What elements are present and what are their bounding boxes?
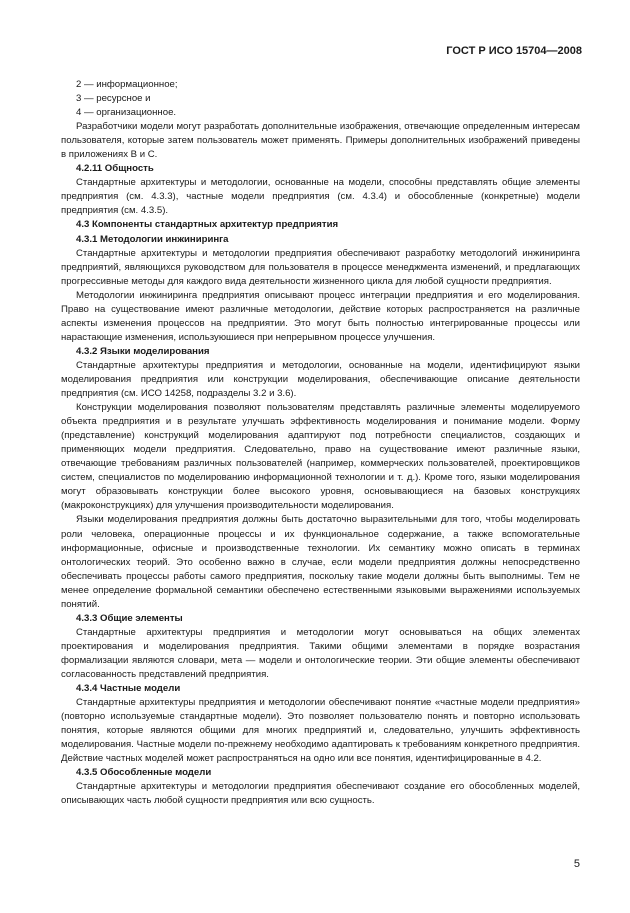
- list-item: 3 — ресурсное и: [76, 93, 151, 105]
- paragraph: Стандартные архитектуры предприятия и методологии, основанные на модели, идентифицируют языки моделирования предприятия или конструкции моделирования, обеспечивающие описание деятельности предприятия (см. ИСО 14258, подразделы 3.2 и 3.6).: [61, 359, 580, 400]
- paragraph: Стандартные архитектуры и методологии, основанные на модели, способны представлять общие элементы предприятия (см. 4.3.3), частные модели предприятия (см. 4.3.4) и обособленные (конкретные) модели предприятия (см. 4.3.5).: [61, 177, 580, 217]
- document-header: ГОСТ Р ИСО 15704—2008: [446, 45, 582, 57]
- list-item: 4 — организационное.: [76, 107, 177, 119]
- section-heading: 4.3.1 Методологии инжиниринга: [76, 233, 229, 245]
- section-heading: 4.3.3 Общие элементы: [76, 612, 183, 624]
- paragraph: Стандартные архитектуры и методологии предприятия обеспечивают создание его обособленных моделей, описывающих часть любой сущности предприятия или всю сущность.: [61, 781, 580, 807]
- paragraph: Методологии инжиниринга предприятия описывают процесс интеграции предприятия и его моделирования. Право на существование имеют различные методологии, действие которых распространяется на различные аспекты изменения процессов на предприятии. Это могут быть полностью интегрированные процессы или нарастающие изменения, используюшиеся при непрерывном процессе улучшения.: [61, 289, 580, 343]
- paragraph: Конструкции моделирования позволяют пользователям представлять различные элементы моделируемого объекта предприятия и в результате улучшать эффективность моделирования и понимание модели. Форму (представление) конструкций моделирования адаптируют под потребности специалистов, создающих и применяющих модели предприятия. Следовательно, право на существование имеют различные языки, отвечающие требованиям различных пользователей (например, коммерческих пользователей, проектировщиков систем, специалистов по моделированию информационной технологии и т. д.). Кроме того, языки моделирования могут образовывать конструкции более высокого уровня, основывающиеся на базовых конструкциях (макроконструкциях) для улучшения производительности моделирования.: [61, 402, 580, 512]
- section-heading: 4.3.5 Обособленные модели: [76, 767, 212, 779]
- paragraph: Стандартные архитектуры предприятия и методологии обеспечивают понятие «частные модели предприятия» (повторно используемые стандартные модели). Это позволяет пользователю понять и повторно использовать понятия, которые являются общими для многих предприятий и, следовательно, улучшить эффективность моделирования. Частные модели по-прежнему необходимо адаптировать к требованиям конкретного предприятия. Действие частных моделей может распространяться на одно или все понятия, идентифицированные в 4.2.: [61, 697, 580, 765]
- document-body: [61, 78, 580, 808]
- section-heading: 4.3 Компоненты стандартных архитектур предприятия: [76, 219, 339, 231]
- paragraph: Языки моделирования предприятия должны быть достаточно выразительными для того, чтобы моделировать роли человека, операционные процессы и их функциональное содержание, а также вспомогательные информационные, офисные и производственные технологии. Их семантику можно описать в терминах онтологических теорий. Это особенно важно в случае, если модели предприятия должны непосредственно обеспечивать процессы работы самого предприятия, поскольку такие модели должны быть выполнимы. Тем не менее определение формальной семантики обеспечено естественными языковыми выражениями используемых понятий.: [61, 514, 580, 610]
- page-number: 5: [573, 858, 580, 870]
- section-heading: 4.2.11 Общность: [76, 163, 154, 175]
- paragraph: Стандартные архитектуры предприятия и методологии могут основываться на общих элементах проектирования и моделирования предприятия. Такими общими элементами в порядке возрастания формализации являются словари, мета — модели и онтологические теории. Эти общие элементы обеспечивают согласованность представлений предприятия.: [61, 626, 580, 680]
- paragraph: Стандартные архитектуры и методологии предприятия обеспечивают разработку методологий инжиниринга предприятий, являющихся руководством для пользователя в процессе менеджмента изменений, и предлагающих прогрессивные методы для каждого вида деятельности жизненного цикла для любой сущности предприятия.: [61, 247, 580, 287]
- list-item: 2 — информационное;: [76, 79, 178, 90]
- paragraph: Разработчики модели могут разработать дополнительные изображения, отвечающие определенным интересам пользователя, которые затем пользователь может применять. Примеры дополнительных изображений приведены в приложениях В и С.: [61, 121, 580, 161]
- section-heading: 4.3.4 Частные модели: [76, 683, 181, 695]
- section-heading: 4.3.2 Языки моделирования: [76, 345, 210, 357]
